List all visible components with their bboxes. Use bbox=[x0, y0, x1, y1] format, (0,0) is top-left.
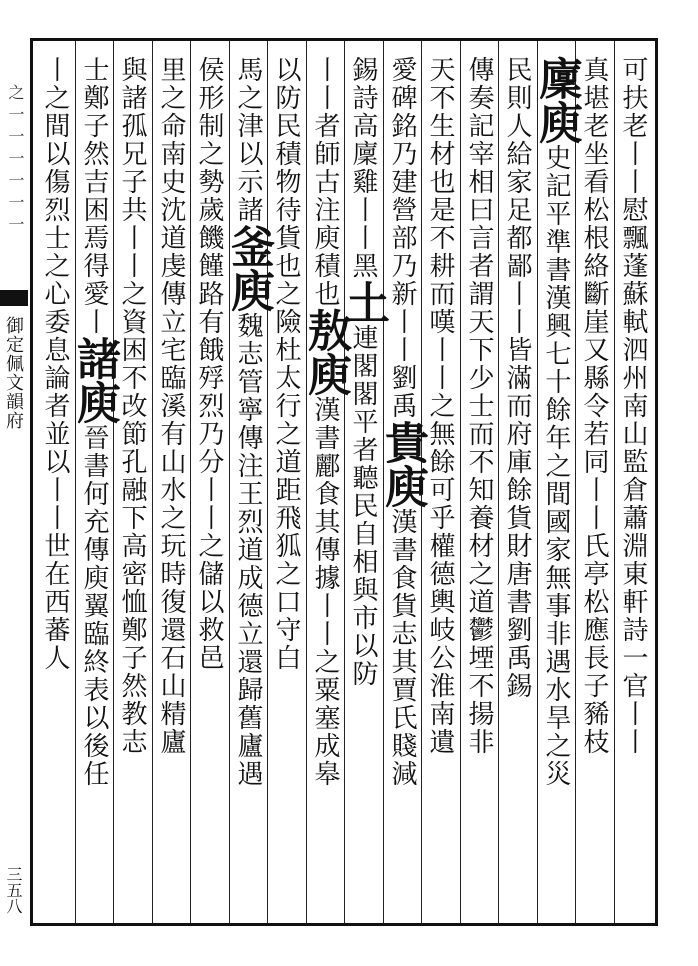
column-text: 里之命南史沈道虔傳立宅臨溪有山水之玩時復還石山精廬 bbox=[156, 56, 186, 756]
column-text: 可扶老丨丨慰飄蓬蘇軾泗州南山監倉蕭淵東軒詩一官丨丨 bbox=[618, 56, 648, 756]
column-text: 傳奏記宰相曰言者謂天下少士而不知養材之道鬱堙不揚非 bbox=[464, 56, 494, 756]
column-text: 漢書酈食其傳據丨丨之粟塞成皋 bbox=[310, 396, 340, 788]
column-text: 連閣閣 bbox=[348, 324, 378, 408]
text-column bbox=[223, 56, 274, 916]
column-text: 委息論者並以丨丨世在西蕃人 bbox=[40, 308, 70, 672]
column-text: 錫詩高廩雞丨丨黑 bbox=[348, 56, 378, 280]
book-margin bbox=[0, 40, 28, 926]
page-number: 三五八 bbox=[4, 866, 23, 914]
text-column bbox=[300, 56, 351, 916]
text-column bbox=[460, 56, 498, 916]
column-text: 歲饑饉路有餓殍烈乃分丨丨之儲以救邑 bbox=[194, 196, 224, 672]
column-text: 天不生材也是不耕而嘆丨丨之無餘可乎權德輿岐公淮南遺 bbox=[425, 56, 455, 756]
column-text: 平者聽民自相與市以防 bbox=[348, 408, 378, 688]
entry-heading: 貴庾 bbox=[377, 420, 428, 508]
text-column bbox=[267, 56, 305, 916]
entry-heading: 敖庾 bbox=[300, 308, 351, 396]
text-column bbox=[338, 56, 389, 916]
entry-heading: 土 bbox=[338, 280, 389, 324]
column-text: 魏志管寧傳注王烈道成德立還歸舊廬遇 bbox=[233, 312, 263, 788]
text-column bbox=[152, 56, 190, 916]
column-text: 之險杜太行之道距飛狐之口守白 bbox=[271, 280, 301, 672]
entry-heading: 諸庾 bbox=[69, 336, 120, 424]
text-column bbox=[575, 56, 613, 916]
book-title: 御定佩文韻府 bbox=[3, 316, 24, 430]
column-text: 侯形制之勢 bbox=[194, 56, 224, 196]
text-column bbox=[190, 56, 228, 916]
column-text: 晉書何充傳庾翼臨終表以後任 bbox=[79, 424, 109, 788]
column-text: 士鄭子然吉困焉得愛丨 bbox=[79, 56, 109, 336]
column-text: 愛碑銘乃建營部乃新丨丨劉禹 bbox=[387, 56, 417, 420]
column-text: 真堪老坐看松根絡斷崖又縣令若同丨丨氏亭松應長子豨枝 bbox=[579, 56, 609, 756]
text-column bbox=[36, 56, 74, 916]
entry-heading: 釜庾 bbox=[223, 224, 274, 312]
column-text: 丨之間以傷烈士之心 bbox=[40, 56, 70, 308]
text-column bbox=[377, 56, 428, 916]
entry-heading: 廩庾 bbox=[531, 56, 582, 144]
text-column bbox=[614, 56, 652, 916]
text-column bbox=[531, 56, 582, 916]
margin-edge-text: 之一一一一一一 bbox=[6, 84, 25, 238]
column-text: 與諸孤兄子共丨丨之資困不改節孔融下高密恤鄭子然教志 bbox=[117, 56, 147, 756]
column-text: 馬之津以示諸 bbox=[233, 56, 263, 224]
column-text: 以防民積物待貨也 bbox=[271, 56, 301, 280]
text-column bbox=[498, 56, 536, 916]
column-text: 史記平準書漢興七十餘年之間國家無事非遇水旱之災 bbox=[541, 144, 571, 788]
text-column bbox=[69, 56, 120, 916]
column-text: 民則人給家足都鄙丨丨皆滿而府庫餘貨財唐書劉禹錫 bbox=[502, 56, 532, 700]
fish-tail-mark bbox=[0, 290, 28, 306]
column-text: 漢書食貨志其賈氏賤減 bbox=[387, 508, 417, 788]
column-text: 丨丨者師古注庾積也 bbox=[310, 56, 340, 308]
text-column bbox=[113, 56, 151, 916]
